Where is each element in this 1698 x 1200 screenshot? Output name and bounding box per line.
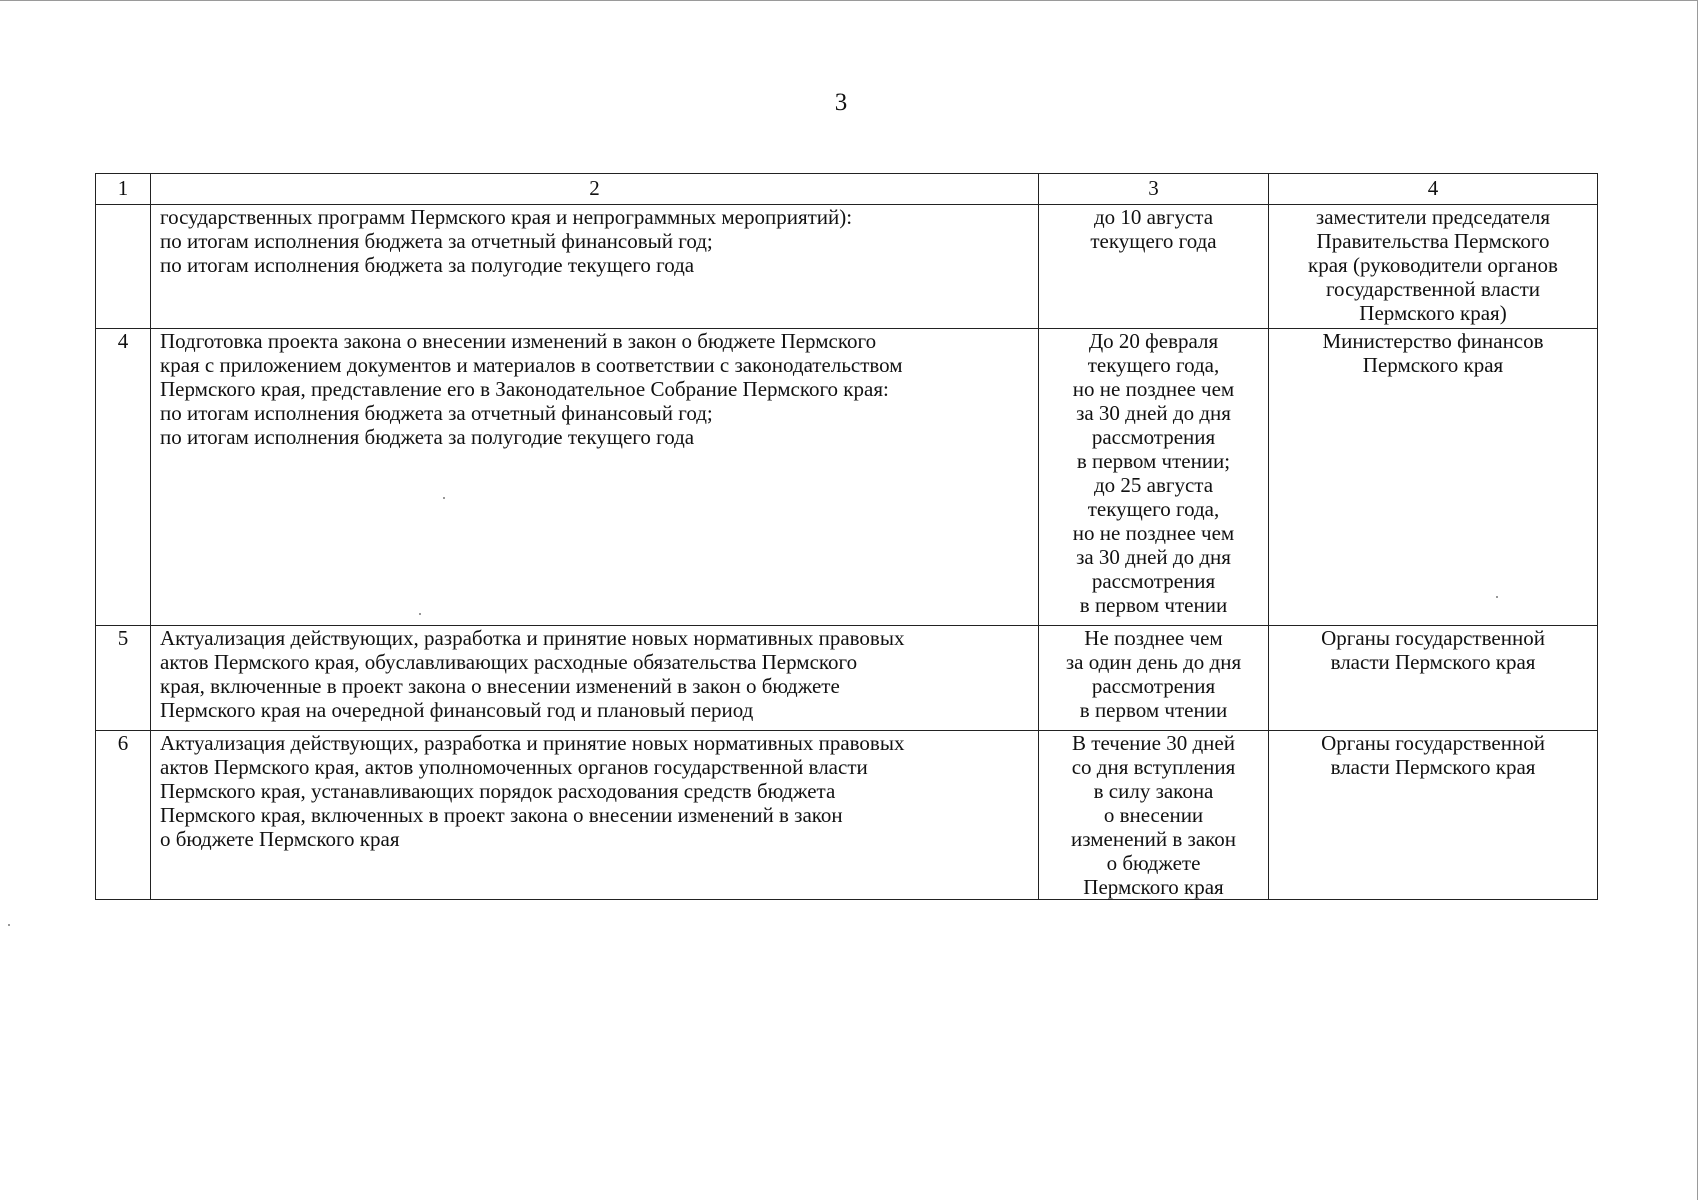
- deadline-line: до 25 августа: [1093, 473, 1214, 497]
- deadline-line: До 20 февраля: [1088, 329, 1219, 353]
- responsible-line: Министерство финансов: [1322, 329, 1544, 353]
- description-cell: [151, 205, 1039, 329]
- description-line: Пермского края на очередной финансовый год и плановый период: [160, 698, 754, 722]
- deadline-line: в первом чтении: [1079, 698, 1228, 722]
- description-line: края с приложением документов и материалов в соответствии с законодательством: [160, 353, 903, 377]
- responsible-line: Органы государственной: [1321, 626, 1545, 650]
- deadline-line: В течение 30 дней: [1072, 731, 1235, 755]
- deadline-line: но не позднее чем: [1072, 521, 1235, 545]
- table-row: [96, 626, 1598, 731]
- description-cell: [151, 329, 1039, 626]
- description-line: Подготовка проекта закона о внесении изменений в закон о бюджете Пермского: [160, 329, 877, 353]
- description-line: Актуализация действующих, разработка и принятие новых нормативных правовых: [160, 626, 905, 650]
- description-line: Актуализация действующих, разработка и принятие новых нормативных правовых: [160, 731, 905, 755]
- row-number-cell: 5: [96, 626, 151, 731]
- scan-speck: [443, 497, 445, 499]
- deadline-line: текущего года,: [1087, 353, 1220, 377]
- deadline-line: за 30 дней до дня: [1076, 545, 1231, 569]
- row-number-cell: [96, 205, 151, 329]
- scan-speck: [8, 924, 10, 926]
- description-line: по итогам исполнения бюджета за полугодие текущего года: [160, 253, 695, 277]
- deadline-line: за 30 дней до дня: [1076, 401, 1231, 425]
- table-row: [96, 205, 1598, 329]
- deadline-line: о внесении: [1103, 803, 1204, 827]
- header-cell: 4: [1269, 174, 1598, 205]
- scan-speck: [419, 613, 421, 615]
- header-cell: 1: [96, 174, 151, 205]
- deadline-line: рассмотрения: [1091, 674, 1216, 698]
- responsible-cell: [1269, 329, 1598, 626]
- deadline-line: изменений в закон: [1070, 827, 1237, 851]
- description-line: по итогам исполнения бюджета за полугодие текущего года: [160, 425, 695, 449]
- deadline-line: за один день до дня: [1065, 650, 1242, 674]
- description-cell: [151, 731, 1039, 900]
- deadline-line: текущего года,: [1087, 497, 1220, 521]
- header-cell: 2: [151, 174, 1039, 205]
- responsible-line: власти Пермского края: [1330, 755, 1536, 779]
- description-line: по итогам исполнения бюджета за отчетный финансовый год;: [160, 229, 713, 253]
- responsible-cell: [1269, 626, 1598, 731]
- responsible-cell: [1269, 731, 1598, 900]
- deadline-cell: [1039, 205, 1269, 329]
- responsible-cell: [1269, 205, 1598, 329]
- deadline-line: текущего года: [1090, 229, 1217, 253]
- description-cell: [151, 626, 1039, 731]
- responsible-line: государственной власти: [1325, 277, 1541, 301]
- deadline-line: но не позднее чем: [1072, 377, 1235, 401]
- description-line: актов Пермского края, актов уполномоченных органов государственной власти: [160, 755, 868, 779]
- description-line: Пермского края, включенных в проект закона о внесении изменений в закон: [160, 803, 843, 827]
- description-line: Пермского края, устанавливающих порядок расходования средств бюджета: [160, 779, 836, 803]
- table-row: [96, 731, 1598, 900]
- description-line: актов Пермского края, обуславливающих расходные обязательства Пермского: [160, 650, 858, 674]
- description-line: по итогам исполнения бюджета за отчетный финансовый год;: [160, 401, 713, 425]
- responsible-line: края (руководители органов: [1308, 253, 1558, 277]
- description-line: края, включенные в проект закона о внесении изменений в закон о бюджете: [160, 674, 840, 698]
- deadline-line: в первом чтении: [1079, 593, 1228, 617]
- page-number: 3: [834, 89, 848, 116]
- responsible-line: Пермского края): [1359, 301, 1507, 325]
- description-line: государственных программ Пермского края и непрограммных мероприятий):: [160, 205, 853, 229]
- deadline-line: рассмотрения: [1091, 569, 1216, 593]
- responsible-line: власти Пермского края: [1330, 650, 1536, 674]
- deadline-cell: [1039, 626, 1269, 731]
- deadline-line: в первом чтении;: [1076, 449, 1231, 473]
- deadline-line: Пермского края: [1083, 875, 1224, 899]
- table-header-row: [96, 174, 1598, 205]
- deadline-line: Не позднее чем: [1084, 626, 1223, 650]
- scan-edge-top: [0, 0, 1698, 1]
- row-number-cell: 6: [96, 731, 151, 900]
- deadline-cell: [1039, 731, 1269, 900]
- deadline-line: в силу закона: [1093, 779, 1214, 803]
- scan-speck: [1496, 596, 1498, 598]
- description-line: о бюджете Пермского края: [160, 827, 400, 851]
- responsible-line: заместители председателя: [1315, 205, 1551, 229]
- responsible-line: Правительства Пермского: [1316, 229, 1550, 253]
- description-line: Пермского края, представление его в Законодательное Собрание Пермского края:: [160, 377, 889, 401]
- deadline-line: о бюджете: [1106, 851, 1201, 875]
- deadline-cell: [1039, 329, 1269, 626]
- header-cell: 3: [1039, 174, 1269, 205]
- deadline-line: до 10 августа: [1093, 205, 1214, 229]
- deadline-line: со дня вступления: [1071, 755, 1236, 779]
- row-number-cell: 4: [96, 329, 151, 626]
- deadline-line: рассмотрения: [1091, 425, 1216, 449]
- responsible-line: Органы государственной: [1321, 731, 1545, 755]
- responsible-line: Пермского края: [1362, 353, 1504, 377]
- table-row: [96, 329, 1598, 626]
- plan-table: [95, 173, 1598, 900]
